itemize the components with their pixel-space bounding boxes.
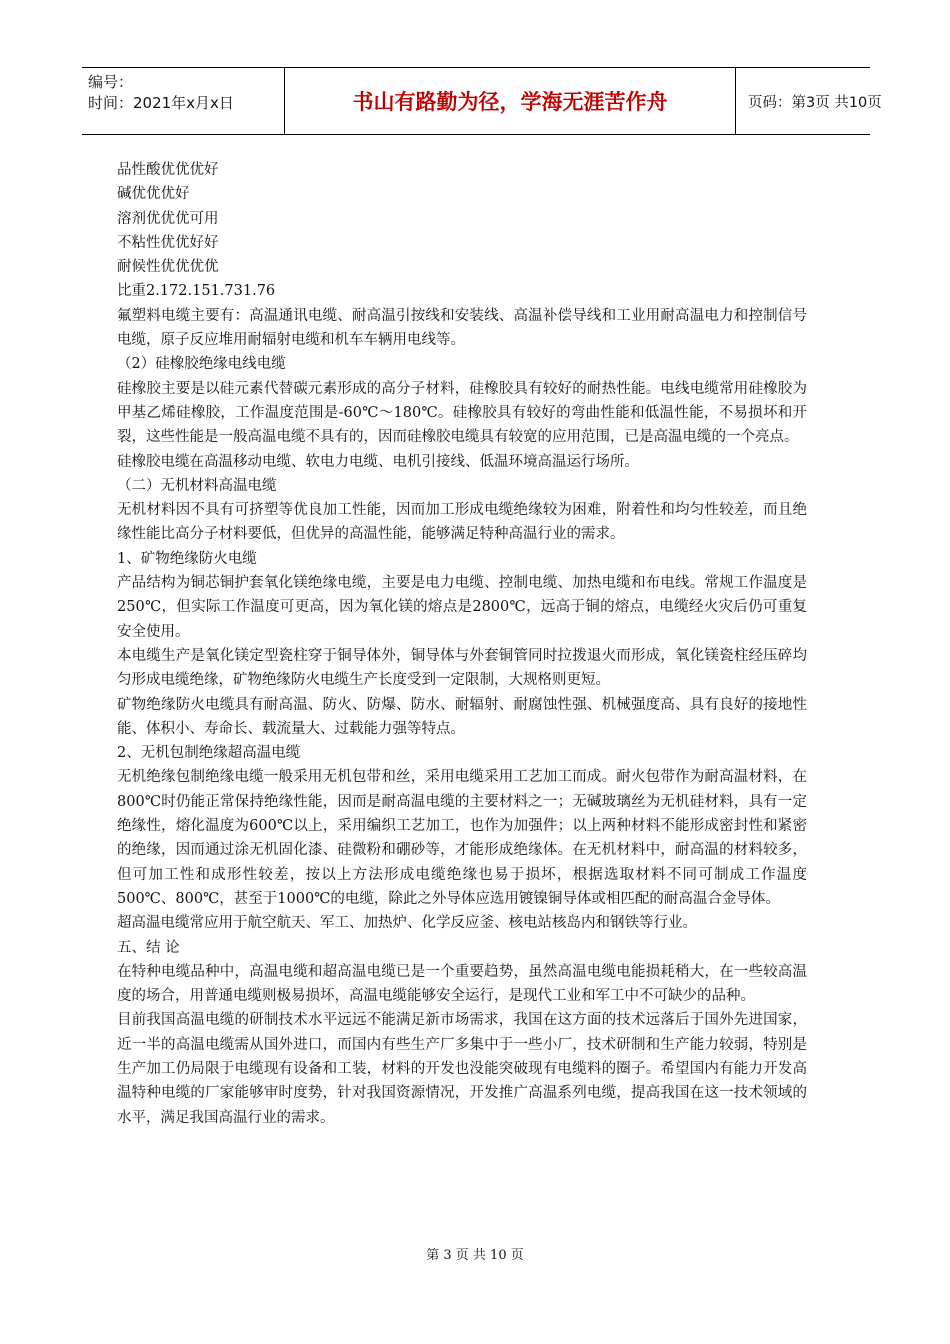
paragraph: 目前我国高温电缆的研制技术水平远远不能满足新市场需求，我国在这方面的技术远落后于国外先进国家，近一半的高温电缆需从国外进口，而国内有些生产厂多集中于一些小厂，技术研制和生产能力较弱，特别是生产加工仍局限于电缆现有设备和工装，材料的开发也没能突破现有电缆料的圈子。希望国内有能力开发高温特种电缆的厂家能够审时度势，针对我国资源情况，开发推广高温系列电缆，提高我国在这一技术领域的水平，满足我国高温行业的需求。: [117, 1012, 807, 1126]
paragraph: 耐候性优优优优: [117, 259, 219, 276]
section-heading: （2）硅橡胶绝缘电线电缆: [117, 356, 286, 373]
paragraph: 矿物绝缘防火电缆具有耐高温、防火、防爆、防水、耐辐射、耐腐蚀性强、机械强度高、具有良好的接地性能、体积小、寿命长、载流量大、过载能力强等特点。: [117, 696, 807, 737]
paragraph: 比重2.172.151.731.76: [117, 283, 276, 300]
section-heading: （二）无机材料高温电缆: [117, 477, 277, 494]
header-motto: 书山有路勤为径，学海无涯苦作舟: [284, 68, 736, 134]
paragraph: 碱优优优好: [117, 186, 190, 203]
paragraph: 无机绝缘包制绝缘电缆一般采用无机包带和丝，采用电缆采用工艺加工而成。耐火包带作为耐高温材料，在800℃时仍能正常保持绝缘性能，因而是耐高温电缆的主要材料之一；无碱玻璃丝为无机硅材料，具有一定绝缘性，熔化温度为600℃以上，采用编织工艺加工，也作为加强件；以上两种材料不能形成密封性和紧密的绝缘，因而通过涂无机固化漆、硅微粉和硼砂等，才能形成绝缘体。在无机材料中，耐高温的材料较多，但可加工性和成形性较差，按以上方法形成电缆绝缘也易于损坏，根据选取材料不同可制成工作温度500℃、800℃，甚至于1000℃的电缆，除此之外导体应选用镀镍铜导体或相匹配的耐高温合金导体。: [117, 769, 807, 907]
document-body: [117, 158, 807, 1130]
header-page-number: 页码：第3页 共10页: [748, 94, 882, 111]
paragraph: 在特种电缆品种中，高温电缆和超高温电缆已是一个重要趋势，虽然高温电缆电能损耗稍大，在一些较高温度的场合，用普通电缆则极易损坏，高温电缆能够安全运行，是现代工业和军工中不可缺少的品种。: [117, 963, 807, 1005]
paragraph: 硅橡胶主要是以硅元素代替碳元素形成的高分子材料，硅橡胶具有较好的耐热性能。电线电缆常用硅橡胶为甲基乙烯硅橡胶，工作温度范围是-60℃～180℃。硅橡胶具有较好的弯曲性能和低温性能，不易损坏和开裂，这些性能是一般高温电缆不具有的，因而硅橡胶电缆具有较宽的应用范围，已是高温电缆的一个亮点。: [117, 380, 807, 446]
paragraph: 氟塑料电缆主要有：高温通讯电缆、耐高温引按线和安装线、高温补偿导线和工业用耐高温电力和控制信号电缆，原子反应堆用耐辐射电缆和机车车辆用电线等。: [117, 307, 807, 349]
paragraph: 无机材料因不具有可挤塑等优良加工性能，因而加工形成电缆绝缘较为困难，附着性和均匀性较差，而且绝缘性能比高分子材料要低，但优异的高温性能，能够满足特种高温行业的需求。: [117, 502, 807, 543]
section-heading: 1、矿物绝缘防火电缆: [117, 550, 257, 567]
paragraph: 超高温电缆常应用于航空航天、军工、加热炉、化学反应釜、核电站核岛内和钢铁等行业。: [117, 915, 697, 932]
paragraph: 硅橡胶电缆在高温移动电缆、软电力电缆、电机引接线、低温环境高温运行场所。: [117, 453, 639, 470]
paragraph: 本电缆生产是氧化镁定型瓷柱穿于铜导体外，铜导体与外套铜管同时拉拨退火而形成，氧化镁瓷柱经压碎均匀形成电缆绝缘，矿物绝缘防火电缆生产长度受到一定限制，大规格则更短。: [117, 647, 807, 689]
page-footer: 第 3 页 共 10 页: [426, 1248, 524, 1263]
paragraph: 品性酸优优优好: [117, 162, 219, 178]
section-heading: 五、结 论: [117, 939, 180, 956]
paragraph: 产品结构为铜芯铜护套氧化镁绝缘电缆，主要是电力电缆、控制电缆、加热电缆和布电线。常规工作温度是250℃，但实际工作温度可更高，因为氧化镁的熔点是2800℃，远高于铜的熔点，电缆经火灾后仍可重复安全使用。: [117, 575, 807, 640]
paragraph: 溶剂优优优可用: [117, 210, 219, 227]
document-number-label: 编号：: [88, 73, 134, 91]
document-date: 时间：2021年x月x日: [88, 94, 234, 112]
header-meta: [82, 68, 284, 134]
page-header: [82, 67, 882, 135]
section-heading: 2、无机包制绝缘超高温电缆: [117, 745, 301, 762]
paragraph: 不粘性优优好好: [117, 234, 219, 251]
